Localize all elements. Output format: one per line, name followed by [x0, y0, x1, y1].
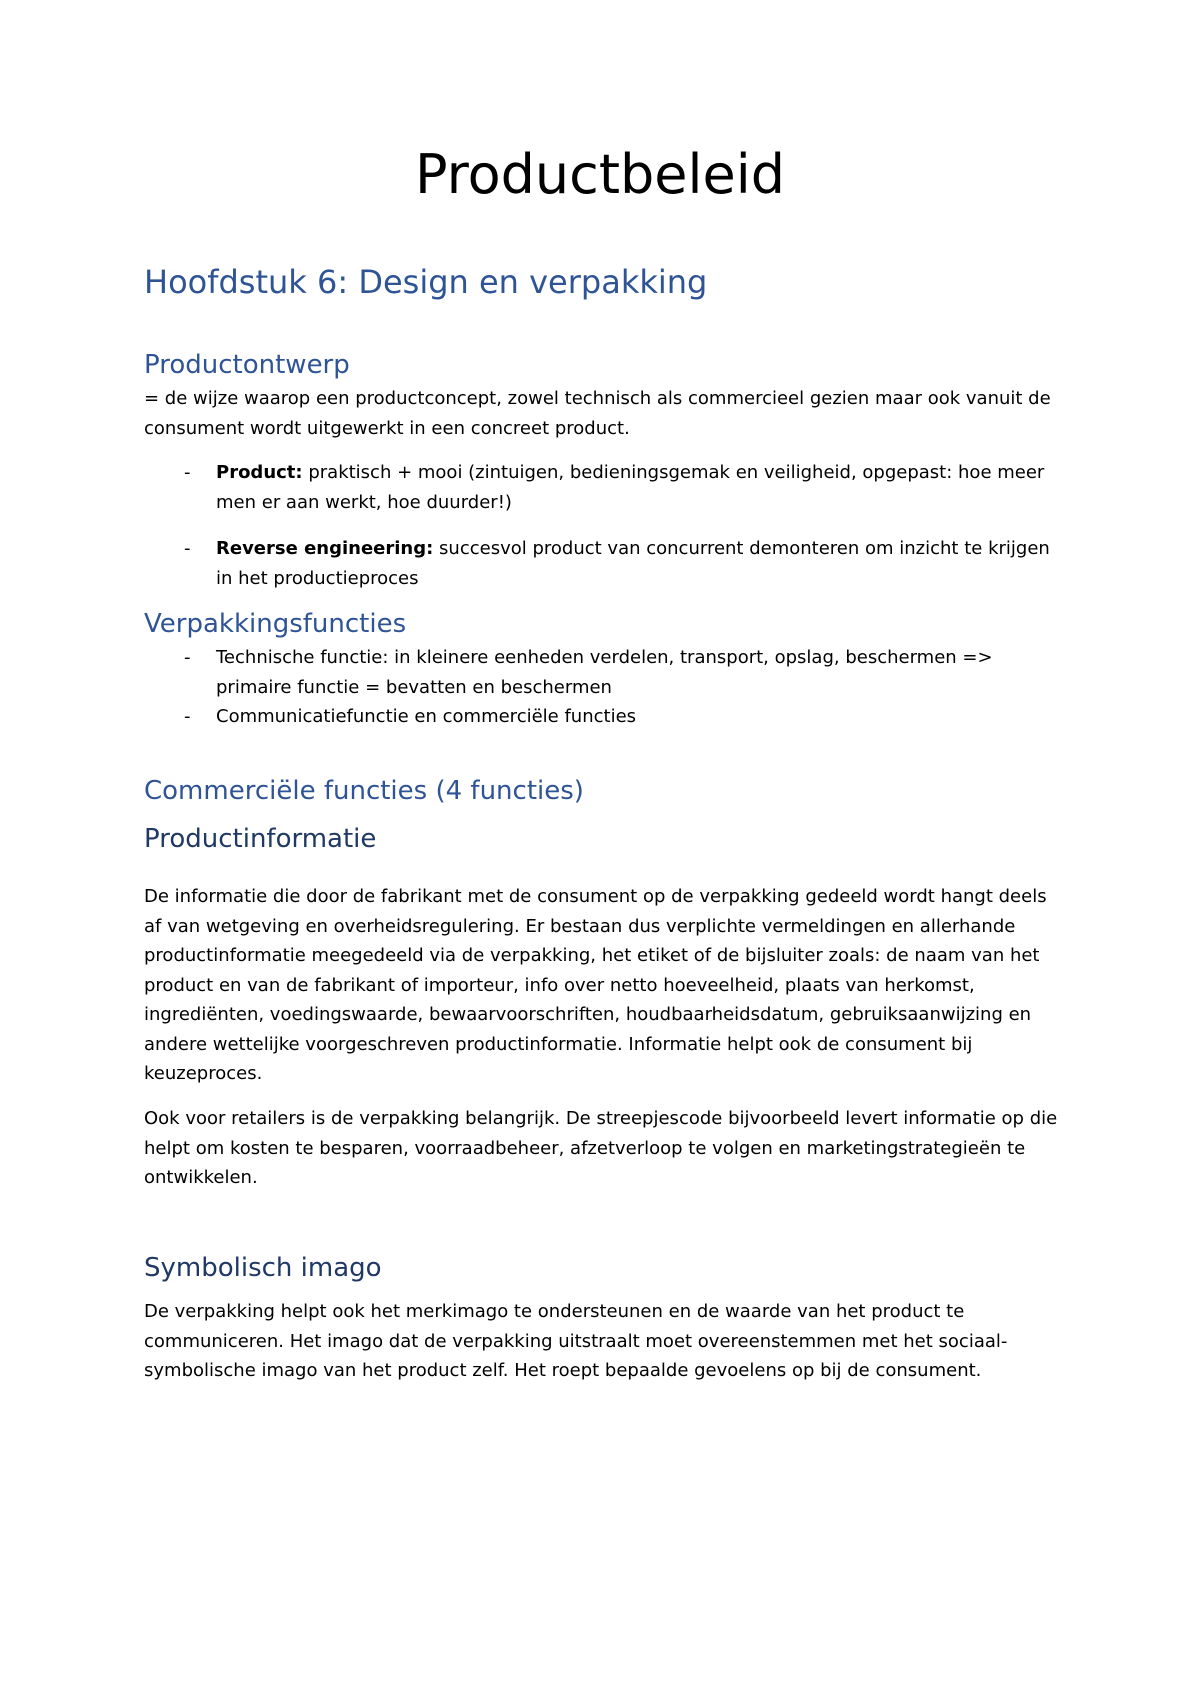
bullet-text: Technische functie: in kleinere eenheden verdelen, transport, opslag, beschermen => primaire functie = bevatten en beschermen [216, 647, 993, 698]
bullet-marker: - [184, 538, 191, 559]
symbolisch-imago-paragraph: De verpakking helpt ook het merkimago te ondersteunen en de waarde van het product te communiceren. Het imago dat de verpakking uitstraalt moet overeenstemmen met het sociaal-symbolische imago van het product zelf. Het roept bepaalde gevoelens op bij de consument. [144, 1301, 1008, 1381]
bullet-body: succesvol product van concurrent demonteren om inzicht te krijgen in het productieproces [216, 538, 1050, 589]
bullet-text [216, 458, 1064, 517]
productinformatie-heading: Productinformatie [144, 824, 377, 854]
list-item [144, 643, 1064, 702]
chapter-heading: Hoofdstuk 6: Design en verpakking [144, 263, 708, 301]
bullet-term: Product: [216, 462, 303, 483]
verpakkingsfuncties-heading: Verpakkingsfuncties [144, 609, 407, 639]
bullet-text [216, 534, 1064, 593]
bullet-body: praktisch + mooi (zintuigen, bedieningsgemak en veiligheid, opgepast: hoe meer men er aan werkt, hoe duurder!) [216, 462, 1045, 513]
list-item [144, 534, 1064, 593]
list-item [144, 458, 1064, 517]
commerciele-functies-heading: Commerciële functies (4 functies) [144, 776, 584, 806]
bullet-marker: - [184, 462, 191, 483]
productontwerp-definition: = de wijze waarop een productconcept, zowel technisch als commercieel gezien maar ook vanuit de consument wordt uitgewerkt in een concreet product. [144, 388, 1051, 439]
symbolisch-imago-heading: Symbolisch imago [144, 1253, 382, 1283]
productinformatie-paragraph-2: Ook voor retailers is de verpakking belangrijk. De streepjescode bijvoorbeeld levert informatie op die helpt om kosten te besparen, voorraadbeheer, afzetverloop te volgen en marketingstrategieën te ontwikkelen. [144, 1108, 1058, 1188]
productontwerp-heading: Productontwerp [144, 350, 350, 380]
bullet-term: Reverse engineering: [216, 538, 434, 559]
document-title: Productbeleid [414, 143, 786, 206]
bullet-text: Communicatiefunctie en commerciële functies [216, 706, 637, 727]
list-item [144, 702, 1064, 732]
productinformatie-paragraph-1: De informatie die door de fabrikant met de consument op de verpakking gedeeld wordt hangt deels af van wetgeving en overheidsregulering. Er bestaan dus verplichte vermeldingen en allerhande productinformatie meegedeeld via de verpakking, het etiket of de bijsluiter zoals: de naam van het product en van de fabrikant of importeur, info over netto hoeveelheid, plaats van herkomst, ingrediënten, voedingswaarde, bewaarvoorschriften, houdbaarheidsdatum, gebruiksaanwijzing en andere wettelijke voorgeschreven productinformatie. Informatie helpt ook de consument bij keuzeproces. [144, 886, 1047, 1084]
bullet-marker: - [184, 706, 191, 727]
bullet-marker: - [184, 647, 191, 668]
